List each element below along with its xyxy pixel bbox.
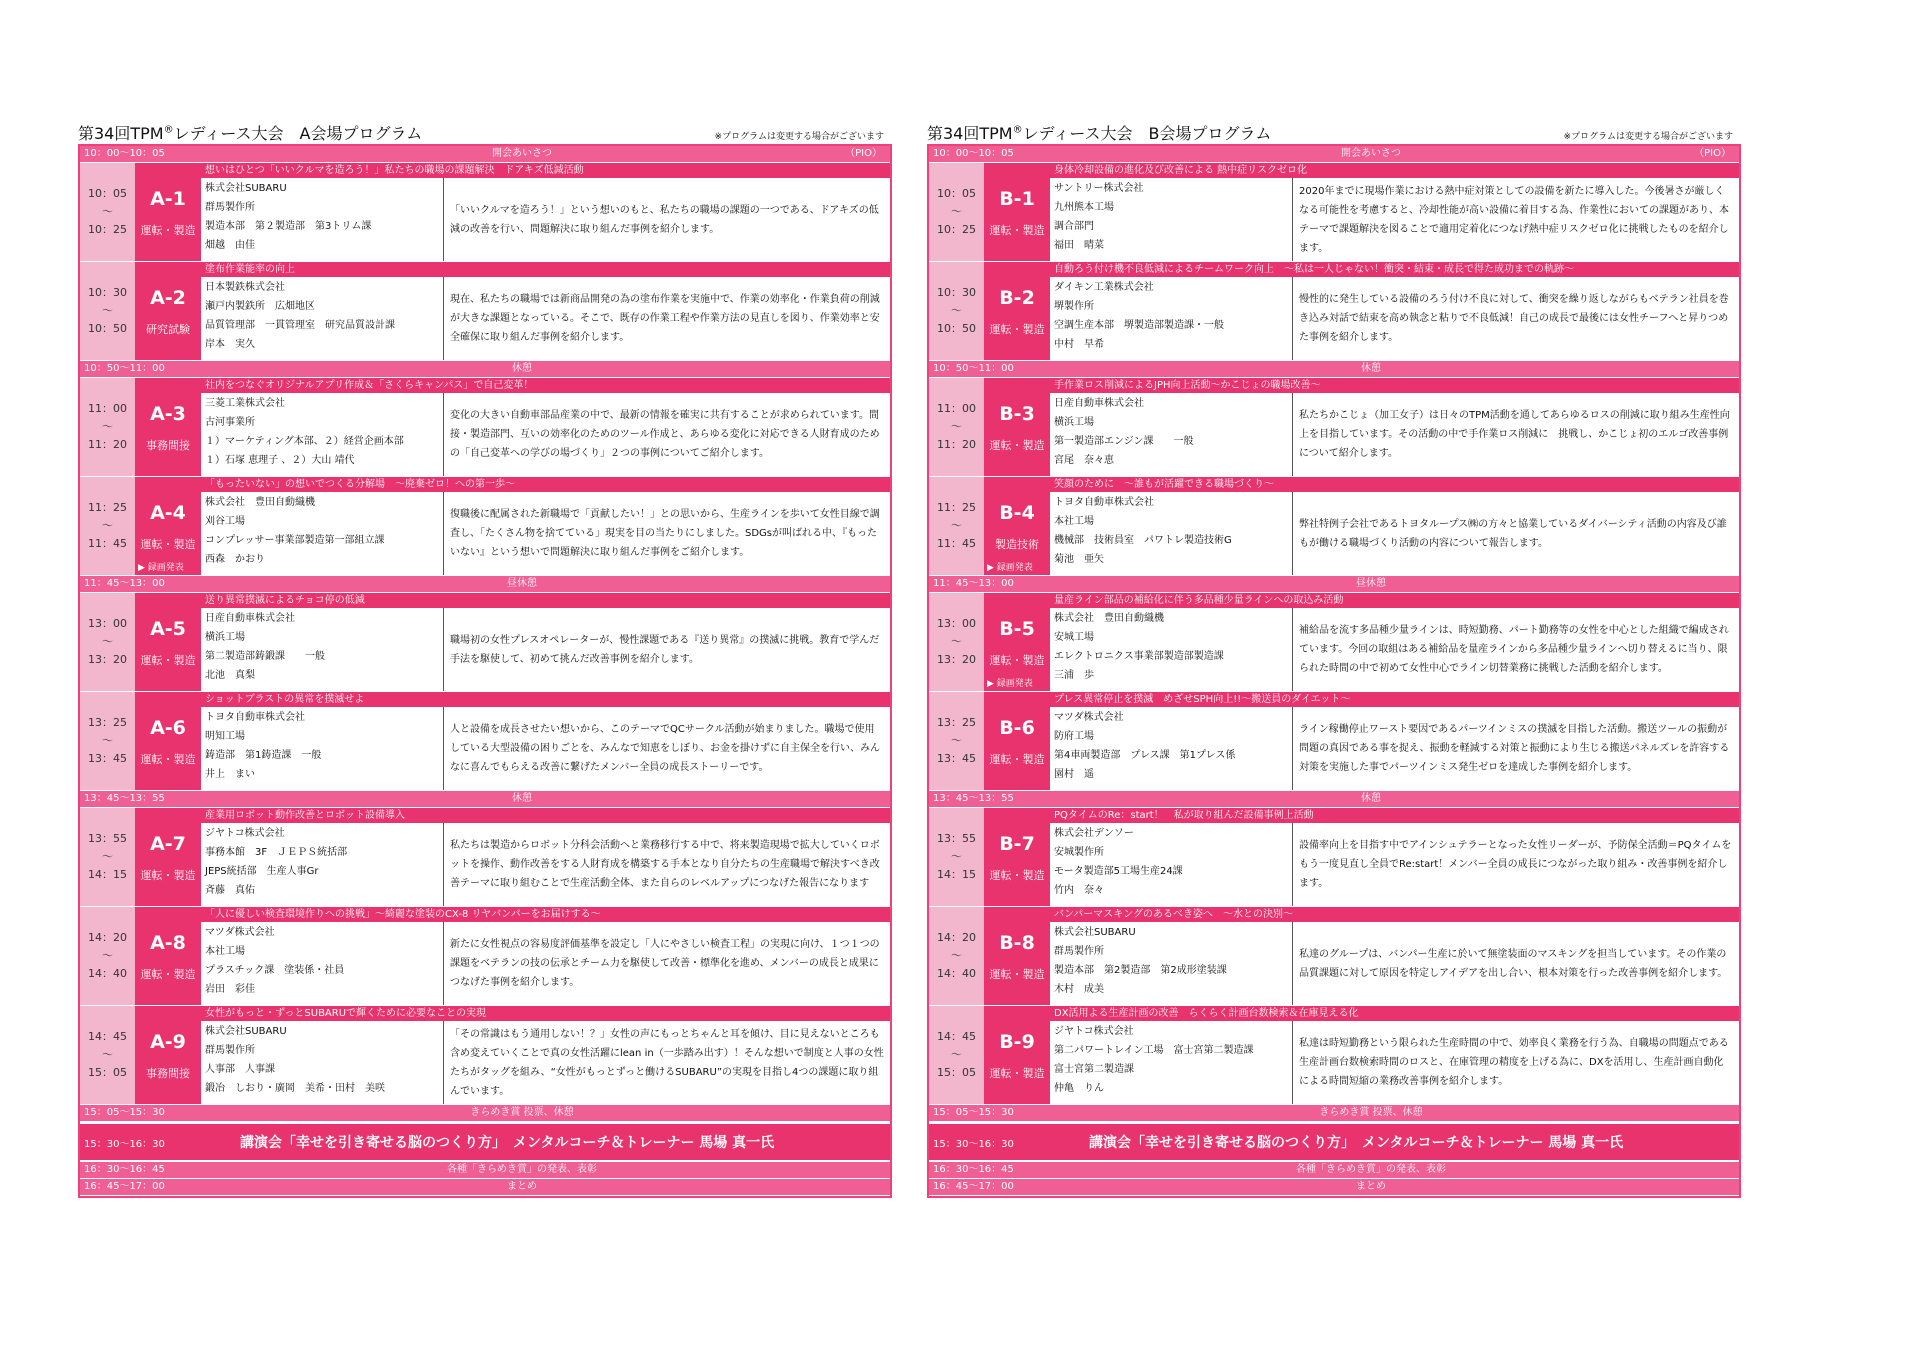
vote-row: 15：05～15：30 きらめき賞 投票、休憩 xyxy=(80,1105,890,1122)
session-body xyxy=(1050,808,1739,906)
session-title: バンパーマスキングのあるべき姿へ ～水との決別～ xyxy=(1050,907,1739,922)
presenter-name: 井上 まい xyxy=(205,769,255,780)
department-name: エレクトロニクス事業部製造部製造課 xyxy=(1054,651,1224,662)
session-presenter xyxy=(1050,823,1293,906)
department-name: 機械部 技術員室 パワトレ製造技術G xyxy=(1054,535,1232,546)
session-body xyxy=(201,378,890,476)
session-description: 変化の大きい自動車部品産業の中で、最新の情報を確実に共有することが求められています。間接・製造部門、互いの効率化のためのツール作成と、あらゆる変化に対応できる人財育成のための「自己変革への学びの場づくり」２つの事例についてご紹介します。 xyxy=(450,410,880,459)
lunch-row: 11：45～13：00 昼休憩 xyxy=(929,576,1739,593)
company-name: 日産自動車株式会社 xyxy=(1054,398,1144,409)
presenter-name: 畑越 由佳 xyxy=(205,240,255,251)
department-name: 空調生産本部 堺製造部製造課・一般 xyxy=(1054,320,1224,331)
session-category: 運転・製造 xyxy=(140,654,196,667)
award-row: 16：30～16：45 各種「きらめき賞」の発表、表彰 xyxy=(929,1162,1739,1179)
session-presenter xyxy=(201,393,444,476)
department-name: モータ製造部5工場生産24課 xyxy=(1054,866,1183,877)
session-row xyxy=(80,1006,890,1105)
session-row xyxy=(929,808,1739,907)
session-row xyxy=(929,1006,1739,1105)
session-description: ライン稼働停止ワースト要因であるパーツインミスの撲滅を目指した活動。搬送ツールの振動が問題の真因である事を捉え、振動を軽減する対策と振動により生じる搬送パネルズレを許容する対策を実施した事でパーツインミス発生ゼロを達成した事例を紹介します。 xyxy=(1299,724,1730,773)
session-time: 10：05 ～ 10：25 xyxy=(929,163,984,261)
session-title: 手作業ロス削減によるJPH向上活動～かこじょの職場改善～ xyxy=(1050,378,1739,393)
department-name: 第二製造部鋳鍛課 一般 xyxy=(205,651,325,662)
session-body xyxy=(201,477,890,575)
session-category: 運転・製造 xyxy=(140,538,196,551)
session-title: ショットブラストの異常を撲滅せよ xyxy=(201,692,890,707)
session-title: 想いはひとつ「いいクルマを造ろう！」私たちの職場の課題解決 ドアキズ低減活動 xyxy=(201,163,890,178)
session-description: 私たちは製造からロボット分科会活動へと業務移行する中で、将来製造現場で拡大していくロボットを操作、動作改善をする人財育成を構築する手本となり自分たちの生産職場で解決すべき改善テーマに取り組むことで生産活動全体、また自らのレベルアップにつなげた報告になります xyxy=(450,840,880,889)
lecture-row: 15：30～16：30 講演会「幸せを引き寄せる脳のつくり方」 メンタルコーチ＆トレーナー 馬場 真一氏 xyxy=(80,1122,890,1162)
session-code-cell xyxy=(984,808,1050,906)
session-code-cell xyxy=(984,163,1050,261)
company-name: トヨタ自動車株式会社 xyxy=(205,712,305,723)
session-row xyxy=(80,163,890,262)
session-title: 「人に優しい検査環境作りへの挑戦」～綺麗な塗装のCX-8 リヤバンパーをお届けする～ xyxy=(201,907,890,922)
session-time: 11：00 ～ 11：20 xyxy=(80,378,135,476)
session-time: 13：25 ～ 13：45 xyxy=(929,692,984,790)
session-presenter xyxy=(201,1021,444,1104)
session-description: 新たに女性視点の容易度評価基準を設定し「人にやさしい検査工程」の実現に向け、１つ１つの課題をベテランの技の伝承とチーム力を駆使して改善・標準化を進め、メンバーの成長と成果につなげた事例を紹介します。 xyxy=(450,939,880,988)
recorded-badge: ▶ 録画発表 xyxy=(987,679,1033,689)
session-body xyxy=(1050,593,1739,691)
session-body xyxy=(201,163,890,261)
presenter-name: 宮尾 奈々恵 xyxy=(1054,455,1114,466)
session-row xyxy=(929,692,1739,791)
session-body xyxy=(1050,477,1739,575)
session-description: 職場初の女性プレスオペレーターが、慢性課題である『送り異常』の撲滅に挑戦。教育で学んだ手法を駆使して、初めて挑んだ改善事例を紹介します。 xyxy=(450,634,880,665)
session-code-cell xyxy=(135,378,201,476)
award-row: 16：30～16：45 各種「きらめき賞」の発表、表彰 xyxy=(80,1162,890,1179)
session-row xyxy=(80,262,890,361)
closing-row: 16：45～17：00 まとめ xyxy=(80,1179,890,1196)
session-description: 慢性的に発生している設備のろう付け不良に対して、衝突を繰り返しながらもベテラン社員を巻き込み対話で結束を高め執念と粘りで不良低減！自己の成長で最後には女性チーフへと昇りつめた事例を紹介します。 xyxy=(1299,294,1729,343)
session-presenter xyxy=(1050,178,1293,261)
session-time: 14：20 ～ 14：40 xyxy=(80,907,135,1005)
session-code: B-5 xyxy=(999,618,1035,640)
registered-mark: ® xyxy=(163,124,174,136)
plant-name: 九州熊本工場 xyxy=(1054,202,1114,213)
presenter-name: 鍛冶 しおり・廣岡 美希・田村 美咲 xyxy=(205,1083,385,1094)
session-description: 補給品を流す多品種少量ラインは、時短勤務、パート勤務等の女性を中心とした組織で編成されています。今回の取組はある補給品を量産ラインから多品種少量ラインへ切り替えるに当り、限られた時間の中で初めて女性中心でライン切替業務に挑戦した活動を紹介します。 xyxy=(1299,625,1729,674)
presenter-name: 菊池 亜矢 xyxy=(1054,554,1104,565)
presenter-name: 三浦 歩 xyxy=(1054,670,1094,681)
session-body xyxy=(201,808,890,906)
session-time: 13：25 ～ 13：45 xyxy=(80,692,135,790)
department-name: 富士宮第二製造課 xyxy=(1054,1064,1134,1075)
session-code-cell xyxy=(984,1006,1050,1104)
session-category: 運転・製造 xyxy=(989,224,1045,237)
session-code: A-2 xyxy=(150,287,186,309)
session-presenter xyxy=(201,277,444,360)
session-row xyxy=(80,477,890,576)
plant-name: 安城工場 xyxy=(1054,632,1094,643)
session-code: A-4 xyxy=(150,502,186,524)
session-time: 14：20 ～ 14：40 xyxy=(929,907,984,1005)
panel-header xyxy=(927,124,1741,144)
session-code-cell xyxy=(984,593,1050,691)
session-category: 運転・製造 xyxy=(989,968,1045,981)
plant-name: 堺製作所 xyxy=(1054,301,1094,312)
session-code-cell xyxy=(984,692,1050,790)
session-presenter xyxy=(201,608,444,691)
plant-name: 明知工場 xyxy=(205,731,245,742)
department-name: 品質管理部 一貫管理室 研究品質設計課 xyxy=(205,320,395,331)
session-row xyxy=(80,907,890,1006)
session-code: B-3 xyxy=(999,403,1035,425)
session-body xyxy=(1050,692,1739,790)
recorded-badge: ▶ 録画発表 xyxy=(987,563,1033,573)
session-title: プレス異常停止を撲滅 めざせSPH向上!!～搬送員のダイエット～ xyxy=(1050,692,1739,707)
session-time: 14：45 ～ 15：05 xyxy=(929,1006,984,1104)
change-notice: ※プログラムは変更する場合がございます xyxy=(1563,132,1733,142)
opening-row: 10：00～10：05 開会あいさつ （PIO） xyxy=(929,146,1739,163)
panel-header xyxy=(78,124,892,144)
plant-name: 古河事業所 xyxy=(205,417,255,428)
lecture-row: 15：30～16：30 講演会「幸せを引き寄せる脳のつくり方」 メンタルコーチ＆トレーナー 馬場 真一氏 xyxy=(929,1122,1739,1162)
department-name: 製造本部 第2製造部 第2成形塗装課 xyxy=(1054,965,1227,976)
presenter-name: １）石塚 恵理子 、２）大山 靖代 xyxy=(205,455,355,466)
panel-title: 第34回TPM®レディース大会 A会場プログラム xyxy=(78,124,423,143)
session-code-cell xyxy=(135,477,201,575)
schedule-table xyxy=(927,144,1741,1198)
session-row xyxy=(80,378,890,477)
registered-mark: ® xyxy=(1012,124,1023,136)
plant-name: 横浜工場 xyxy=(1054,417,1094,428)
company-name: マツダ株式会社 xyxy=(1054,712,1124,723)
session-code: B-1 xyxy=(999,188,1035,210)
session-description: 私達のグループは、バンパー生産に於いて無塗装面のマスキングを担当しています。その作業の品質課題に対して原因を特定しアイデアを出し合い、根本対策を行った改善事例を紹介します。 xyxy=(1299,948,1728,979)
session-presenter xyxy=(1050,277,1293,360)
session-presenter xyxy=(201,492,444,575)
company-name: 株式会社SUBARU xyxy=(1054,927,1136,938)
session-category: 運転・製造 xyxy=(140,968,196,981)
company-name: 株式会社デンソー xyxy=(1054,828,1134,839)
session-body xyxy=(201,692,890,790)
session-category: 研究試験 xyxy=(146,323,190,336)
vote-row: 15：05～15：30 きらめき賞 投票、休憩 xyxy=(929,1105,1739,1122)
session-time: 13：00 ～ 13：20 xyxy=(929,593,984,691)
session-row xyxy=(80,692,890,791)
session-code: A-8 xyxy=(150,932,186,954)
session-category: 事務間接 xyxy=(146,1067,190,1080)
plant-name: 横浜工場 xyxy=(205,632,245,643)
session-category: 運転・製造 xyxy=(989,323,1045,336)
session-category: 運転・製造 xyxy=(140,753,196,766)
session-category: 運転・製造 xyxy=(989,1067,1045,1080)
session-row xyxy=(929,163,1739,262)
session-description: 「その常識はもう通用しない！？」女性の声にもっとちゃんと耳を傾け、目に見えないところも含め変えていくことで真の女性活躍にlean in（一歩踏み出す）！そんな想いで制度と人事の女性たちがタッグを組み、“女性がもっとずっと働けるSUBARU”の実現を目指し4つの課題に取り組んでいます。 xyxy=(450,1028,884,1097)
session-code-cell xyxy=(135,692,201,790)
session-code-cell xyxy=(984,378,1050,476)
session-time: 13：55 ～ 14：15 xyxy=(80,808,135,906)
session-category: 製造技術 xyxy=(995,538,1039,551)
presenter-name: 斉藤 真佑 xyxy=(205,885,255,896)
session-body xyxy=(1050,163,1739,261)
company-name: 株式会社SUBARU xyxy=(205,1026,287,1037)
session-time: 13：55 ～ 14：15 xyxy=(929,808,984,906)
session-time: 10：05 ～ 10：25 xyxy=(80,163,135,261)
session-row xyxy=(929,378,1739,477)
session-code: A-3 xyxy=(150,403,186,425)
program-panel-a xyxy=(78,124,892,1198)
session-presenter xyxy=(1050,393,1293,476)
session-code-cell xyxy=(984,262,1050,360)
session-row xyxy=(80,593,890,692)
company-name: 株式会社 豊田自動織機 xyxy=(205,497,315,508)
session-presenter xyxy=(201,823,444,906)
session-description: 私たちかこじょ（加工女子）は日々のTPM活動を通してあらゆるロスの削減に取り組み生産性向上を目指しています。その活動の中で手作業ロス削減に 挑戦し、かこじょ初のエルゴ改善事例について紹介します。 xyxy=(1299,410,1730,459)
opening-row: 10：00～10：05 開会あいさつ （PIO） xyxy=(80,146,890,163)
presenter-name: 竹内 奈々 xyxy=(1054,885,1104,896)
panel-title: 第34回TPM®レディース大会 B会場プログラム xyxy=(927,124,1272,143)
break-row: 10：50～11：00 休憩 xyxy=(929,361,1739,378)
session-description: 現在、私たちの職場では新商品開発の為の塗布作業を実施中で、作業の効率化・作業負荷の削減が大きな課題となっている。そこで、既存の作業工程や作業方法の見直しを図り、作業効率と安全確保に取り組んだ事例を紹介します。 xyxy=(450,294,880,343)
presenter-name: 木村 成美 xyxy=(1054,984,1104,995)
session-code: A-7 xyxy=(150,833,186,855)
session-code: A-6 xyxy=(150,717,186,739)
session-code: B-8 xyxy=(999,932,1035,954)
session-time: 11：25 ～ 11：45 xyxy=(929,477,984,575)
session-body xyxy=(201,593,890,691)
company-name: 株式会社 豊田自動織機 xyxy=(1054,613,1164,624)
session-time: 10：30 ～ 10：50 xyxy=(929,262,984,360)
program-panel-b xyxy=(927,124,1741,1198)
session-presenter xyxy=(1050,608,1293,691)
session-title: 笑顔のために ～誰もが活躍できる職場づくり～ xyxy=(1050,477,1739,492)
plant-name: 群馬製作所 xyxy=(1054,946,1104,957)
plant-name: 群馬製作所 xyxy=(205,202,255,213)
plant-name: 防府工場 xyxy=(1054,731,1094,742)
department-name: 第一製造部エンジン課 一般 xyxy=(1054,436,1194,447)
session-title: 送り異常撲滅によるチョコ停の低減 xyxy=(201,593,890,608)
session-time: 11：00 ～ 11：20 xyxy=(929,378,984,476)
department-name: 鋳造部 第1鋳造課 一般 xyxy=(205,750,322,761)
presenter-name: 仲亀 りん xyxy=(1054,1083,1104,1094)
session-row xyxy=(929,262,1739,361)
session-code-cell xyxy=(135,593,201,691)
session-code-cell xyxy=(135,907,201,1005)
session-body xyxy=(1050,378,1739,476)
session-time: 13：00 ～ 13：20 xyxy=(80,593,135,691)
lunch-row: 11：45～13：00 昼休憩 xyxy=(80,576,890,593)
plant-name: 安城製作所 xyxy=(1054,847,1104,858)
session-title: 塗布作業能率の向上 xyxy=(201,262,890,277)
presenter-name: 園村 遥 xyxy=(1054,769,1094,780)
session-row xyxy=(80,808,890,907)
recorded-badge: ▶ 録画発表 xyxy=(138,563,184,573)
session-title: DX活用よる生産計画の改善 らくらく計画台数検索＆在庫見える化 xyxy=(1050,1006,1739,1021)
session-category: 運転・製造 xyxy=(989,869,1045,882)
company-name: ジヤトコ株式会社 xyxy=(205,828,285,839)
change-notice: ※プログラムは変更する場合がございます xyxy=(714,132,884,142)
session-presenter xyxy=(1050,492,1293,575)
session-time: 14：45 ～ 15：05 xyxy=(80,1006,135,1104)
session-presenter xyxy=(1050,922,1293,1005)
plant-name: 事務本館 3F ＪＥＰＳ統括部 xyxy=(205,847,348,858)
presenter-name: 福田 晴菜 xyxy=(1054,240,1104,251)
session-description: 「いいクルマを造ろう！」という想いのもと、私たちの職場の課題の一つである、ドアキズの低減の改善を行い、問題解決に取り組んだ事例を紹介します。 xyxy=(450,204,879,235)
session-code-cell xyxy=(135,1006,201,1104)
department-name: 人事部 人事課 xyxy=(205,1064,275,1075)
session-code: A-5 xyxy=(150,618,186,640)
company-name: 日本製鉄株式会社 xyxy=(205,282,285,293)
company-name: サントリー株式会社 xyxy=(1054,183,1144,194)
session-row xyxy=(929,477,1739,576)
break-row: 13：45～13：55 休憩 xyxy=(929,791,1739,808)
session-body xyxy=(201,262,890,360)
session-code: B-7 xyxy=(999,833,1035,855)
session-body xyxy=(201,1006,890,1104)
session-title: 「もったいない」の想いでつくる分解場 ～廃棄ゼロ！への第一歩～ xyxy=(201,477,890,492)
session-body xyxy=(1050,262,1739,360)
presenter-name: 西森 かおり xyxy=(205,554,265,565)
company-name: マツダ株式会社 xyxy=(205,927,275,938)
session-title: 身体冷却設備の進化及び改善による 熱中症リスクゼロ化 xyxy=(1050,163,1739,178)
session-category: 運転・製造 xyxy=(140,224,196,237)
session-code: B-4 xyxy=(999,502,1035,524)
session-title: 女性がもっと・ずっとSUBARUで輝くために必要なことの実現 xyxy=(201,1006,890,1021)
session-code: A-1 xyxy=(150,188,186,210)
session-category: 運転・製造 xyxy=(989,753,1045,766)
session-category: 運転・製造 xyxy=(989,439,1045,452)
session-time: 10：30 ～ 10：50 xyxy=(80,262,135,360)
session-time: 11：25 ～ 11：45 xyxy=(80,477,135,575)
department-name: コンプレッサー事業部製造第一部組立課 xyxy=(205,535,385,546)
plant-name: 刈谷工場 xyxy=(205,516,245,527)
break-row: 13：45～13：55 休憩 xyxy=(80,791,890,808)
session-description: 復職後に配属された新職場で「貢献したい！」との思いから、生産ラインを歩いて女性目線で調査し、「たくさん物を捨てている」現実を目の当たりにしました。SDGsが叫ばれる中、『もったいない』という想いで問題解決に取り組んだ事例をご紹介します。 xyxy=(450,509,880,558)
company-name: ダイキン工業株式会社 xyxy=(1054,282,1154,293)
session-category: 運転・製造 xyxy=(140,869,196,882)
session-presenter xyxy=(201,707,444,790)
session-code-cell xyxy=(135,262,201,360)
session-code: A-9 xyxy=(150,1031,186,1053)
schedule-table xyxy=(78,144,892,1198)
department-name: JEPS統括部 生産人事Gr xyxy=(205,866,319,877)
plant-name: 第二パワートレイン工場 富士宮第二製造課 xyxy=(1054,1045,1254,1056)
session-body xyxy=(1050,907,1739,1005)
session-code-cell xyxy=(135,808,201,906)
session-description: 設備率向上を目指す中でアインシュテラーとなった女性リーダーが、予防保全活動＝PQタイムをもう一度見直し全員でRe:start！メンバー全員の成長につながった取り組み・改善事例を紹介します。 xyxy=(1299,840,1732,889)
session-code-cell xyxy=(984,477,1050,575)
department-name: 調合部門 xyxy=(1054,221,1094,232)
break-row: 10：50～11：00 休憩 xyxy=(80,361,890,378)
session-title: 量産ライン部品の補給化に伴う多品種少量ラインへの取込み活動 xyxy=(1050,593,1739,608)
session-code: B-6 xyxy=(999,717,1035,739)
session-row xyxy=(929,593,1739,692)
session-body xyxy=(1050,1006,1739,1104)
session-presenter xyxy=(201,178,444,261)
presenter-name: 中村 早希 xyxy=(1054,339,1104,350)
department-name: プラスチック課 塗装係・社員 xyxy=(205,965,345,976)
company-name: 日産自動車株式会社 xyxy=(205,613,295,624)
session-code-cell xyxy=(984,907,1050,1005)
session-title: PQタイムのRe：start！ 私が取り組んだ設備事例上活動 xyxy=(1050,808,1739,823)
company-name: トヨタ自動車株式会社 xyxy=(1054,497,1154,508)
session-presenter xyxy=(1050,1021,1293,1104)
session-description: 人と設備を成長させたい想いから、このテーマでQCサークル活動が始まりました。職場で使用している大型設備の困りごとを、みんなで知恵をしぼり、お金を掛けずに自主保全を行い、みんなに喜んでもらえる改善に繋げたメンバー全員の成長ストーリーです。 xyxy=(450,724,880,773)
department-name: １）マーケティング本部、２）経営企画本部 xyxy=(205,436,404,447)
closing-row: 16：45～17：00 まとめ xyxy=(929,1179,1739,1196)
session-presenter xyxy=(1050,707,1293,790)
department-name: 第4車両製造部 プレス課 第1プレス係 xyxy=(1054,750,1236,761)
session-description: 弊社特例子会社であるトヨタループス㈱の方々と協業しているダイバーシティ活動の内容及び誰もが働ける職場づくり活動の内容について報告します。 xyxy=(1299,518,1727,549)
company-name: 三菱工業株式会社 xyxy=(205,398,285,409)
plant-name: 本社工場 xyxy=(1054,516,1094,527)
session-row xyxy=(929,907,1739,1006)
plant-name: 群馬製作所 xyxy=(205,1045,255,1056)
session-code-cell xyxy=(135,163,201,261)
session-category: 事務間接 xyxy=(146,439,190,452)
session-category: 運転・製造 xyxy=(989,654,1045,667)
session-title: 社内をつなぐオリジナルアプリ作成＆「さくらキャンパス」で自己変革！ xyxy=(201,378,890,393)
company-name: 株式会社SUBARU xyxy=(205,183,287,194)
session-body xyxy=(201,907,890,1005)
company-name: ジヤトコ株式会社 xyxy=(1054,1026,1134,1037)
session-title: 産業用ロボット動作改善とロボット設備導入 xyxy=(201,808,890,823)
session-code: B-2 xyxy=(999,287,1035,309)
session-description: 2020年までに現場作業における熱中症対策としての設備を新たに導入した。今後暑さが厳しくなる可能性を考慮すると、冷却性能が高い設備に着目する為、作業性においての課題があり、本テーマで課題解決を図ることで適用定着化につなげ熱中症リスクゼロ化に挑戦したものを紹介します。 xyxy=(1299,185,1729,254)
presenter-name: 北池 真梨 xyxy=(205,670,255,681)
session-presenter xyxy=(201,922,444,1005)
department-name: 製造本部 第２製造部 第3トリム課 xyxy=(205,221,372,232)
presenter-name: 岩田 彩佳 xyxy=(205,984,255,995)
presenter-name: 岸本 実久 xyxy=(205,339,255,350)
session-title: 自動ろう付け機不良低減によるチームワーク向上 ～私は一人じゃない！衝突・結束・成長で得た成功までの軌跡～ xyxy=(1050,262,1739,277)
plant-name: 瀬戸内製鉄所 広畑地区 xyxy=(205,301,315,312)
plant-name: 本社工場 xyxy=(205,946,245,957)
session-code: B-9 xyxy=(999,1031,1035,1053)
session-description: 私達は時短勤務という限られた生産時間の中で、効率良く業務を行う為、自職場の問題点である生産計画台数検索時間のロスと、在庫管理の精度を上げる為に、DXを活用し、生産計画自動化による時間短縮の業務改善事例を紹介します。 xyxy=(1299,1038,1729,1087)
